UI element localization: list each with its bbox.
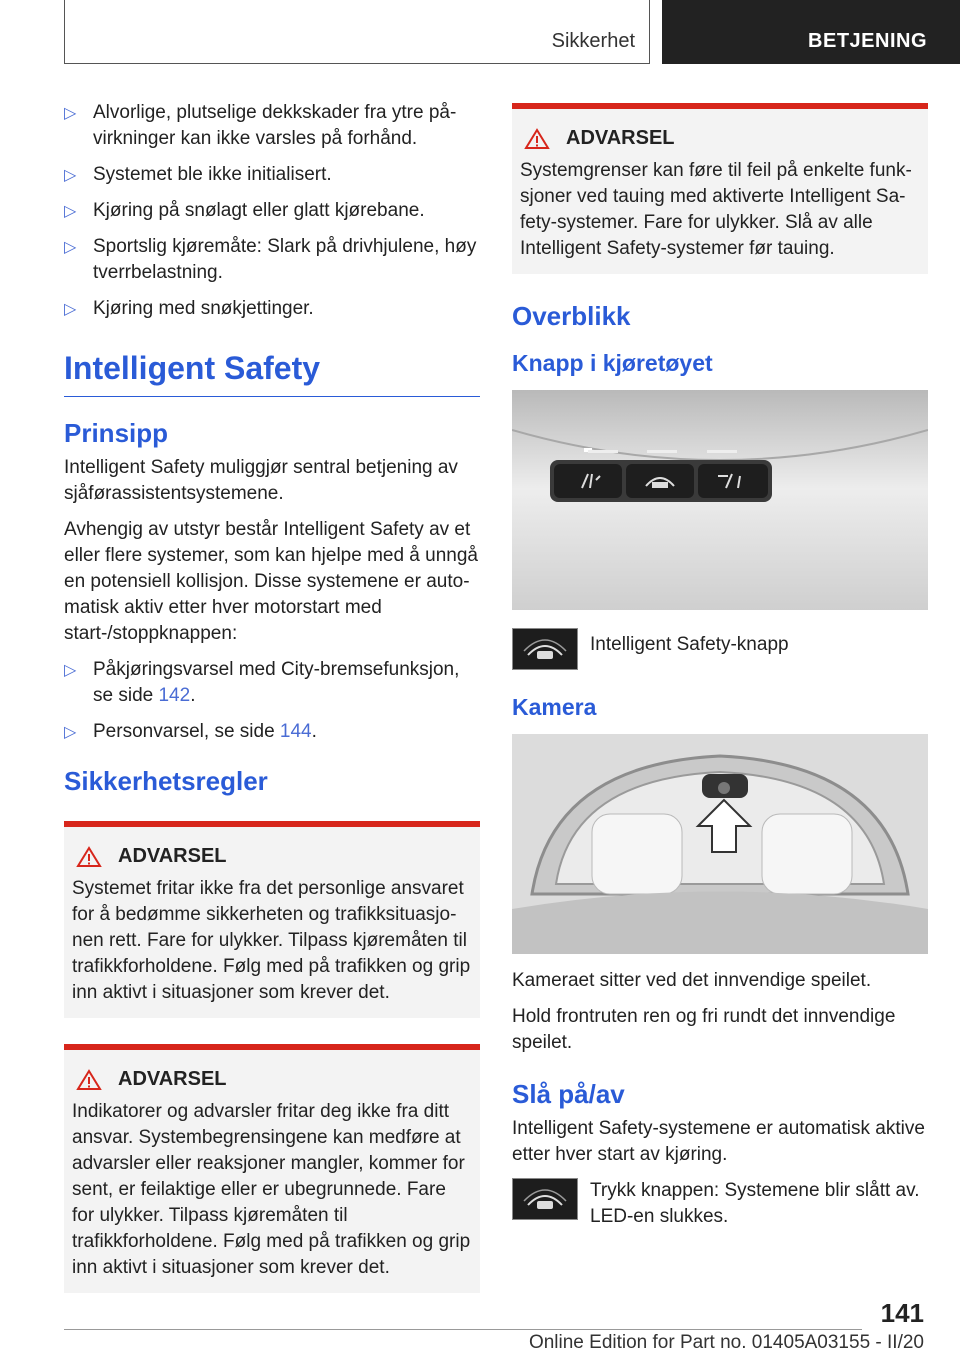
- list-item: ▷ Sportslig kjøremåte: Slark på drivhjulene, høy tverrbelastning.: [64, 236, 477, 283]
- page-number: 141: [880, 1298, 924, 1328]
- triangle-bullet-icon: ▷: [64, 724, 77, 741]
- camera-heading: Kamera: [512, 694, 597, 720]
- header-section-box: [64, 0, 650, 64]
- header-section: Sikkerhet: [551, 30, 635, 52]
- section-title: Intelligent Safety: [64, 348, 480, 397]
- caption-row: [512, 1178, 928, 1230]
- caption-row: [512, 628, 928, 670]
- list-item: ▷ Påkjøringsvarsel med City-bremsefunksjon, se side 142.: [64, 659, 460, 706]
- edition-footer: Online Edition for Part no. 01405A03155 - II/20: [528, 1332, 924, 1353]
- press-button-caption: Trykk knappen: Systemene blir slått av. LED-en slukkes.: [590, 1180, 920, 1227]
- list-item: ▷ Systemet ble ikke initialisert.: [64, 162, 480, 188]
- page-link-142[interactable]: 142: [158, 685, 191, 706]
- button-in-vehicle-heading: Knapp i kjøretøyet: [512, 350, 713, 376]
- warning-box: [64, 821, 480, 1018]
- safety-rules-heading: Sikkerhetsregler: [64, 766, 268, 796]
- warning-title: ADVARSEL: [118, 845, 227, 867]
- list-item: ▷ Kjøring med snøkjettinger.: [64, 296, 480, 322]
- on-off-paragraph: Intelligent Safety-systemene er automatisk aktive etter hver start av kjøring.: [512, 1118, 925, 1165]
- triangle-bullet-icon: ▷: [64, 203, 77, 220]
- button-panel-illustration: [512, 390, 928, 610]
- page-link-144[interactable]: 144: [279, 721, 312, 742]
- header-chapter-box: [662, 0, 960, 64]
- warning-title: ADVARSEL: [566, 127, 675, 149]
- list-item: ▷ Personvarsel, se side 144.: [64, 719, 480, 745]
- warning-box: [512, 103, 928, 274]
- triangle-bullet-icon: ▷: [64, 239, 77, 256]
- overview-heading: Overblikk: [512, 301, 631, 331]
- button-panel-image: [512, 390, 928, 610]
- intelligent-safety-button-icon: [512, 1178, 578, 1220]
- prinsipp-heading: Prinsipp: [64, 418, 169, 448]
- windshield-camera-illustration: [512, 734, 928, 954]
- triangle-bullet-icon: ▷: [64, 167, 77, 184]
- prinsipp-paragraph-1: Intelligent Safety muliggjør sentral betjening av sjåførassistentsystemene.: [64, 457, 458, 504]
- right-column: [512, 100, 928, 1240]
- camera-paragraph-1: Kameraet sitter ved det innvendige speilet.: [512, 970, 872, 991]
- camera-image: [512, 734, 928, 954]
- warning-triangle-icon: [524, 128, 550, 150]
- on-off-heading: Slå på/av: [512, 1079, 625, 1109]
- triangle-bullet-icon: ▷: [64, 301, 77, 318]
- warning-box: [64, 1044, 480, 1293]
- triangle-bullet-icon: ▷: [64, 662, 77, 679]
- camera-paragraph-2: Hold frontruten ren og fri rundt det innvendige speilet.: [512, 1006, 896, 1053]
- list-item: ▷ Kjøring på snølagt eller glatt kjørebane.: [64, 198, 480, 224]
- prinsipp-paragraph-2: Avhengig av utstyr består Intelligent Safety av et eller flere systemer, som kan hjelpe med å unngå en potensiell kollisjon. Disse systemene er automatisk aktiv etter hver motorstart med start-/stoppknappen:: [64, 519, 478, 644]
- warning-text: Indikatorer og advarsler fritar deg ikke fra ditt ansvar. Systembegrensingene kan medføre at advarsler eller reaksjoner mangler, kommer for sent, er feilaktige eller er ubegrunnede. Fare for ulykker. Tilpass kjøremåten til trafikkforholdene. Følg med på trafikken og grip inn aktivt i situasjoner som krever det.: [72, 1101, 471, 1278]
- intelligent-safety-button-icon: [512, 628, 578, 670]
- warning-text: Systemgrenser kan føre til feil på enkelte funksjoner ved tauing med aktiverte Intelligent Safety-systemer. Fare for ulykker. Slå av alle Intelligent Safety-systemer før tauing.: [520, 160, 912, 259]
- warning-title: ADVARSEL: [118, 1068, 227, 1090]
- button-caption: Intelligent Safety-knapp: [590, 634, 789, 655]
- list-item: ▷ Alvorlige, plutselige dekkskader fra ytre påvirkninger kan ikke varsles på forhånd.: [64, 102, 457, 149]
- left-column: [64, 100, 480, 1319]
- header-chapter: BETJENING: [808, 30, 927, 52]
- warning-triangle-icon: [76, 1069, 102, 1091]
- triangle-bullet-icon: ▷: [64, 105, 77, 122]
- warning-triangle-icon: [76, 846, 102, 868]
- footer-divider: [64, 1329, 862, 1330]
- warning-text: Systemet fritar ikke fra det personlige ansvaret for å bedømme sikkerheten og trafikksituasjonen rett. Fare for ulykker. Tilpass kjøremåten til trafikkforholdene. Følg med på trafikken og grip inn aktivt i situasjoner som krever det.: [72, 878, 471, 1003]
